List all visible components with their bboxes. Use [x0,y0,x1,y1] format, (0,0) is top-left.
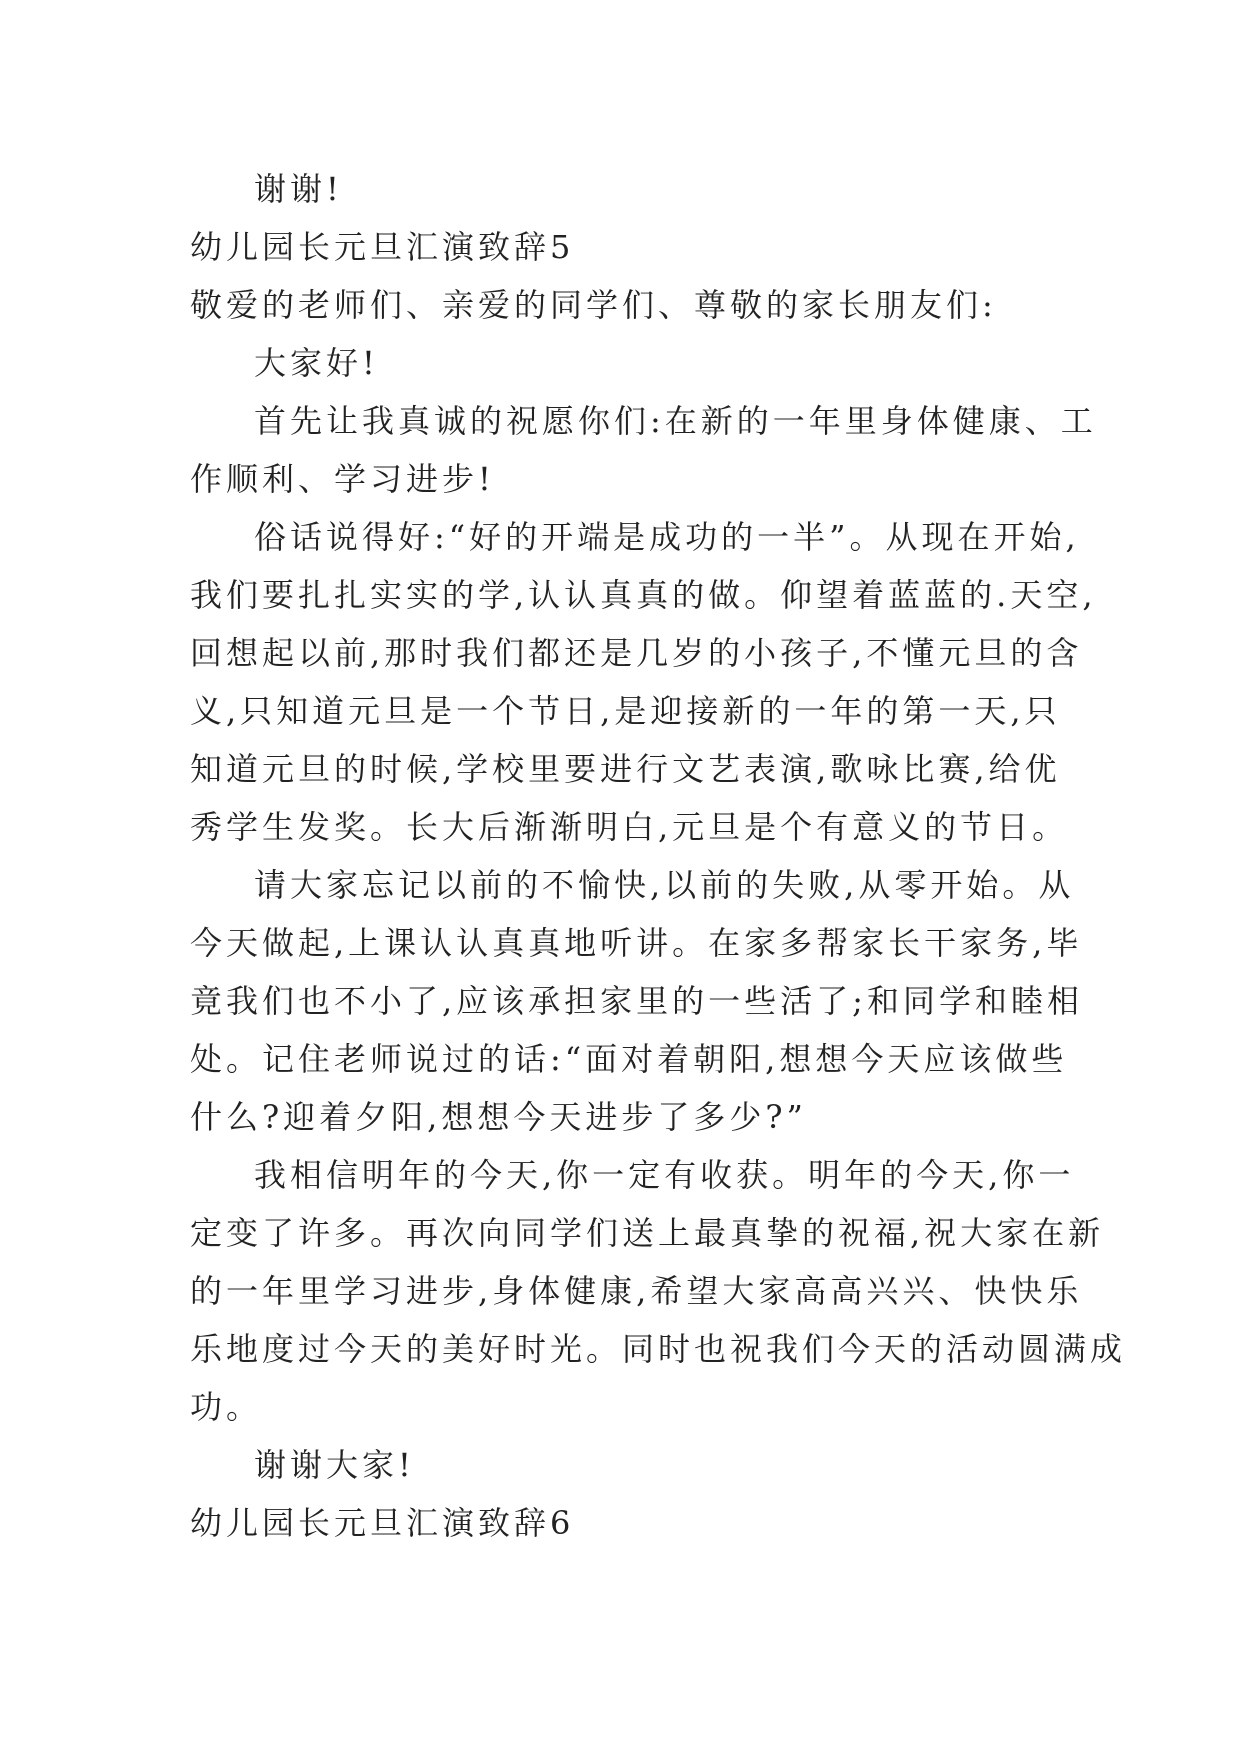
paragraph-3-line: 竟我们也不小了,应该承担家里的一些活了;和同学和睦相 [190,982,1083,1020]
paragraph-2-line: 回想起以前,那时我们都还是几岁的小孩子,不懂元旦的含 [190,634,1083,672]
greeting: 大家好! [254,344,379,382]
paragraph-3-line: 今天做起,上课认认真真地听讲。在家多帮家长干家务,毕 [190,924,1083,962]
paragraph-3-line: 什么?迎着夕阳,想想今天进步了多少?” [190,1098,807,1136]
section-title-5: 幼儿园长元旦汇演致辞5 [190,228,575,266]
paragraph-3-line: 处。记住老师说过的话:“面对着朝阳,想想今天应该做些 [190,1040,1068,1078]
paragraph-2-line: 知道元旦的时候,学校里要进行文艺表演,歌咏比赛,给优 [190,750,1061,788]
closing-thanks: 谢谢! [254,170,343,208]
paragraph-2-line: 俗话说得好:“好的开端是成功的一半”。从现在开始, [254,518,1080,556]
salutation: 敬爱的老师们、亲爱的同学们、尊敬的家长朋友们: [190,286,997,324]
paragraph-4-line: 功。 [190,1388,263,1426]
paragraph-4-line: 乐地度过今天的美好时光。同时也祝我们今天的活动圆满成 [190,1330,1127,1368]
paragraph-1-line: 首先让我真诚的祝愿你们:在新的一年里身体健康、工 [254,402,1097,440]
paragraph-2-line: 我们要扎扎实实的学,认认真真的做。仰望着蓝蓝的.天空, [190,576,1097,614]
paragraph-4-line: 我相信明年的今天,你一定有收获。明年的今天,你一 [254,1156,1075,1194]
paragraph-1-line: 作顺利、学习进步! [190,460,495,498]
paragraph-2-line: 秀学生发奖。长大后渐渐明白,元旦是个有意义的节日。 [190,808,1069,846]
section-title-6: 幼儿园长元旦汇演致辞6 [190,1504,575,1542]
closing: 谢谢大家! [254,1446,415,1484]
paragraph-4-line: 的一年里学习进步,身体健康,希望大家高高兴兴、快快乐 [190,1272,1083,1310]
paragraph-2-line: 义,只知道元旦是一个节日,是迎接新的一年的第一天,只 [190,692,1061,730]
document-body [190,160,1127,1552]
paragraph-3-line: 请大家忘记以前的不愉快,以前的失败,从零开始。从 [254,866,1075,904]
paragraph-4-line: 定变了许多。再次向同学们送上最真挚的祝福,祝大家在新 [190,1214,1105,1252]
